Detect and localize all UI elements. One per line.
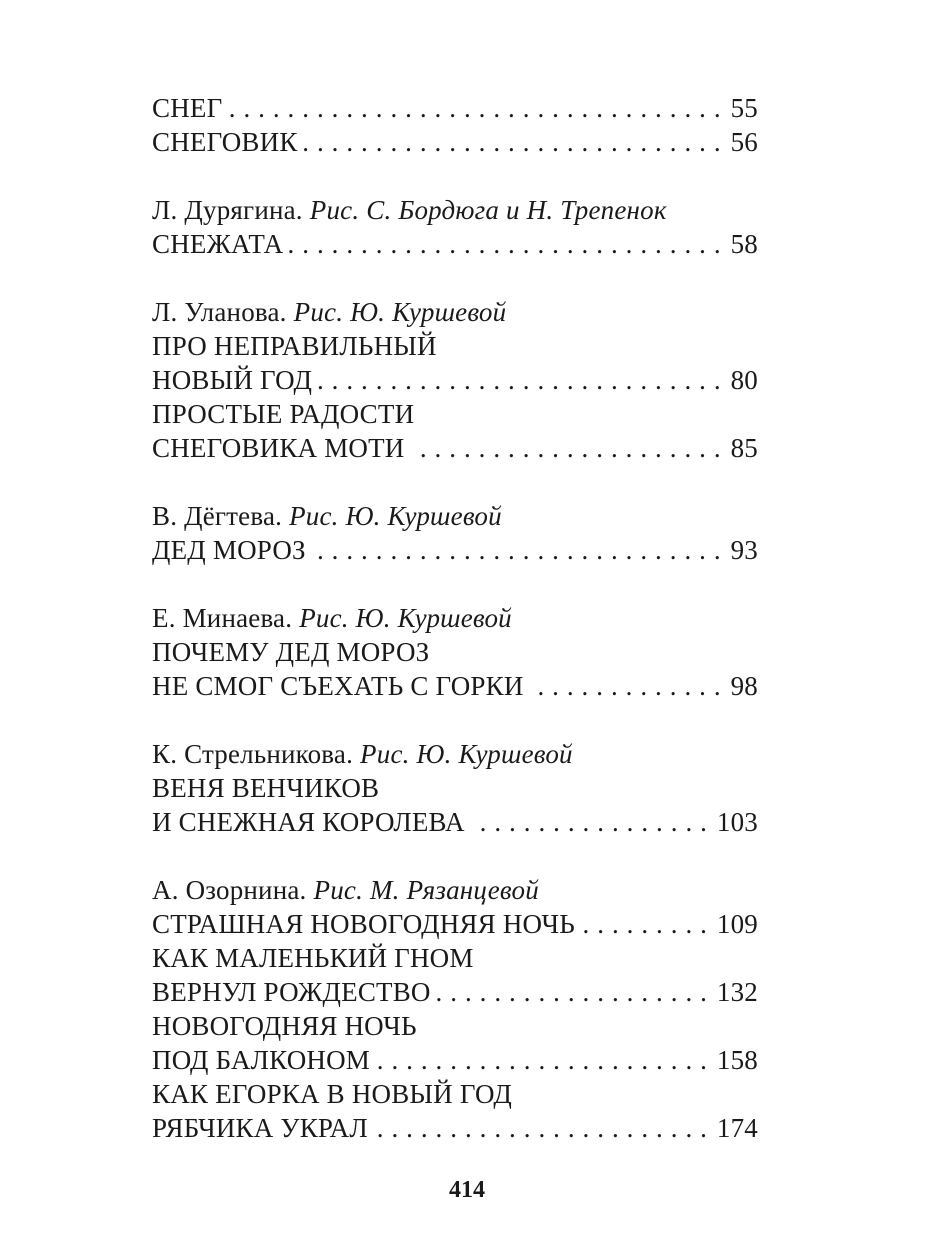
dot-leader	[228, 91, 720, 125]
page-number: 80	[730, 365, 758, 395]
author-name: Л. Уланова.	[152, 297, 287, 327]
toc-group	[152, 193, 758, 261]
page-number: 85	[730, 433, 758, 463]
dot-leader	[530, 669, 721, 703]
toc-entry-title-line	[152, 941, 758, 975]
author-line	[152, 601, 758, 635]
page-number: 58	[730, 229, 758, 259]
story-title: КАК МАЛЕНЬКИЙ ГНОМ	[152, 943, 474, 973]
page-number: 174	[716, 1113, 758, 1143]
dot-leader	[312, 533, 721, 567]
toc-entry	[152, 1043, 758, 1077]
story-title: ВЕНЯ ВЕНЧИКОВ	[152, 773, 380, 803]
story-title: СНЕГ	[152, 93, 223, 123]
page-number: 93	[730, 535, 758, 565]
toc-entry	[152, 1111, 758, 1145]
toc-group	[152, 295, 758, 465]
story-title: ПРОСТЫЕ РАДОСТИ	[152, 399, 415, 429]
illustrator-credit: Рис. Ю. Куршевой	[289, 501, 502, 531]
toc-entry	[152, 91, 758, 125]
toc-entry	[152, 975, 758, 1009]
dot-leader	[437, 975, 707, 1009]
toc-group	[152, 91, 758, 159]
illustrator-credit: Рис. Ю. Куршевой	[293, 297, 507, 327]
toc-entry	[152, 533, 758, 567]
toc-entry-title-line	[152, 1009, 758, 1043]
toc-entry	[152, 363, 758, 397]
story-title: И СНЕЖНАЯ КОРОЛЕВА	[152, 807, 465, 837]
story-title: РЯБЧИКА УКРАЛ	[152, 1113, 368, 1143]
toc-entry-title-line	[152, 397, 758, 431]
page-number: 109	[716, 909, 758, 939]
story-title: СНЕГОВИК	[152, 127, 298, 157]
toc-entry-title-line	[152, 635, 758, 669]
page-number: 56	[730, 127, 758, 157]
author-line	[152, 193, 758, 227]
dot-leader	[289, 227, 720, 261]
dot-leader	[374, 1111, 707, 1145]
story-title: НОВОГОДНЯЯ НОЧЬ	[152, 1011, 417, 1041]
table-of-contents	[152, 91, 758, 1179]
page-number: 132	[716, 977, 758, 1007]
story-title: ВЕРНУЛ РОЖДЕСТВО	[152, 977, 431, 1007]
page-number: 98	[730, 671, 758, 701]
toc-entry	[152, 669, 758, 703]
author-name: В. Дёгтева.	[152, 501, 283, 531]
dot-leader	[471, 805, 707, 839]
story-title: КАК ЕГОРКА В НОВЫЙ ГОД	[152, 1079, 512, 1109]
story-title: ПОЧЕМУ ДЕД МОРОЗ	[152, 637, 430, 667]
author-line	[152, 499, 758, 533]
toc-group	[152, 873, 758, 1145]
author-line	[152, 737, 758, 771]
toc-entry	[152, 805, 758, 839]
story-title: ПРО НЕПРАВИЛЬНЫЙ	[152, 331, 437, 361]
toc-entry-title-line	[152, 1077, 758, 1111]
toc-entry	[152, 125, 758, 159]
page-number: 158	[716, 1045, 758, 1075]
toc-entry	[152, 431, 758, 465]
toc-group	[152, 601, 758, 703]
dot-leader	[318, 363, 720, 397]
story-title: СТРАШНАЯ НОВОГОДНЯЯ НОЧЬ	[152, 909, 576, 939]
story-title: НОВЫЙ ГОД	[152, 365, 313, 395]
toc-entry-title-line	[152, 771, 758, 805]
toc-entry-title-line	[152, 329, 758, 363]
story-title: ДЕД МОРОЗ	[152, 535, 306, 565]
toc-group	[152, 499, 758, 567]
page-number: 103	[716, 807, 758, 837]
story-title: СНЕГОВИКА МОТИ	[152, 433, 405, 463]
author-line	[152, 295, 758, 329]
author-name: Е. Минаева.	[152, 603, 293, 633]
dot-leader	[411, 431, 721, 465]
illustrator-credit: Рис. Ю. Куршевой	[360, 739, 573, 769]
illustrator-credit: Рис. Ю. Куршевой	[299, 603, 512, 633]
toc-entry	[152, 907, 758, 941]
author-name: К. Стрельникова.	[152, 739, 354, 769]
story-title: НЕ СМОГ СЪЕХАТЬ С ГОРКИ	[152, 671, 524, 701]
story-title: СНЕЖАТА	[152, 229, 284, 259]
dot-leader	[376, 1043, 707, 1077]
story-title: ПОД БАЛКОНОМ	[152, 1045, 371, 1075]
illustrator-credit: Рис. С. Бордюга и Н. Трепенок	[309, 195, 667, 225]
dot-leader	[304, 125, 721, 159]
author-name: А. Озорнина.	[152, 875, 307, 905]
toc-entry	[152, 227, 758, 261]
author-line	[152, 873, 758, 907]
toc-group	[152, 737, 758, 839]
dot-leader	[581, 907, 707, 941]
author-name: Л. Дурягина.	[152, 195, 303, 225]
illustrator-credit: Рис. М. Рязанцевой	[313, 875, 539, 905]
folio-page-number: 414	[449, 1177, 485, 1203]
page-number: 55	[730, 93, 758, 123]
